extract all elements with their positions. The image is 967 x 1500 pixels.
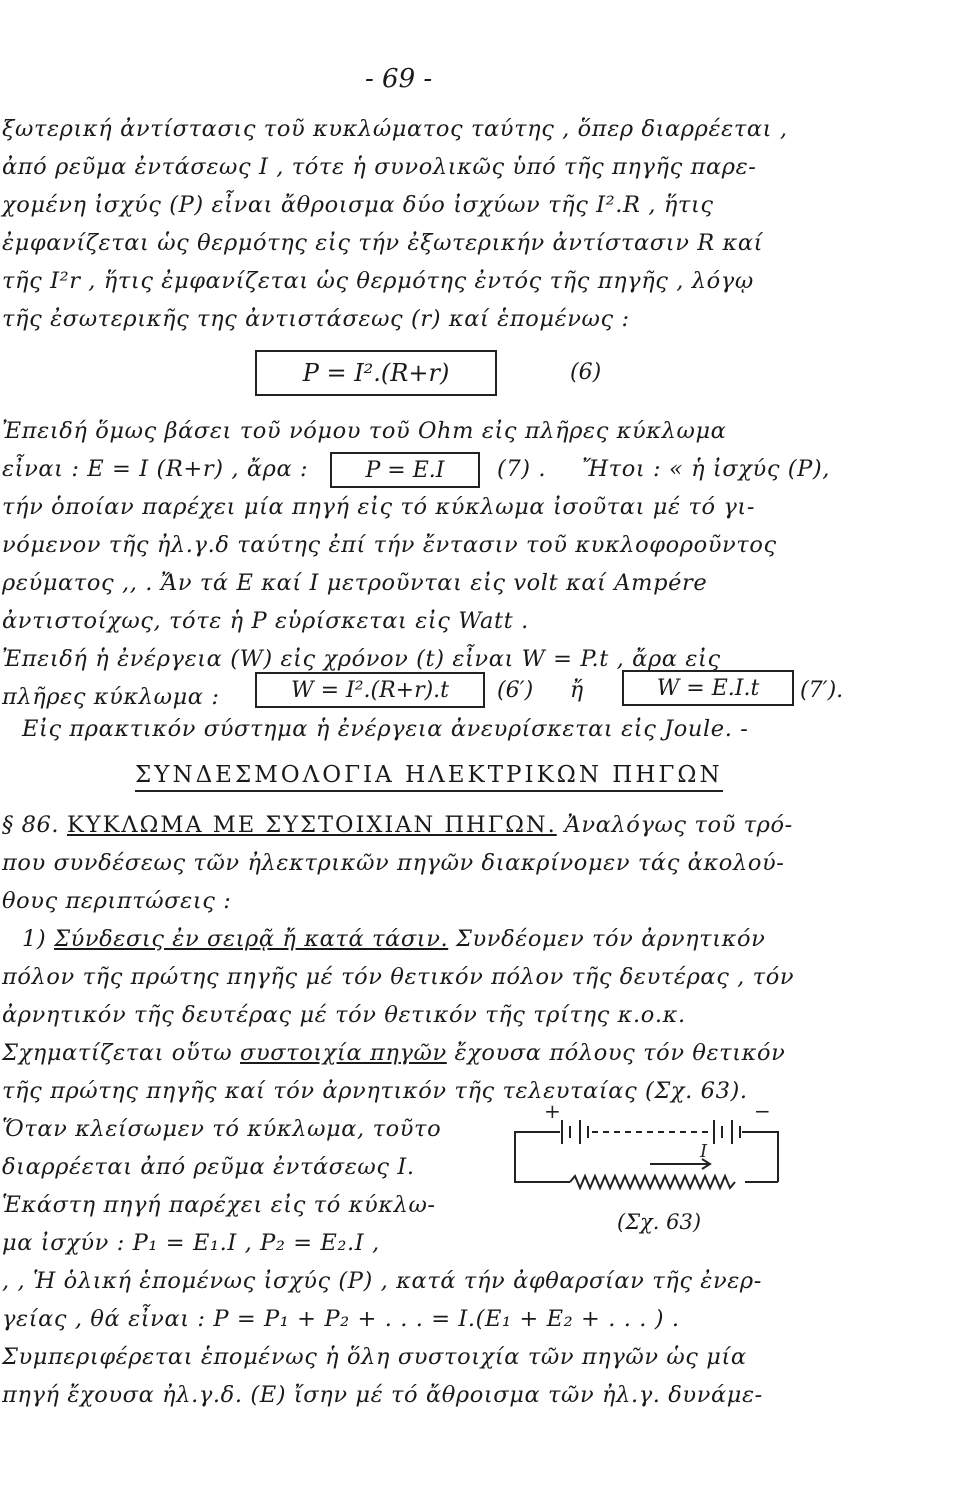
text-line: ἀρνητικόν τῆς δευτέρας μέ τόν θετικόν τῆς τρίτης κ.ο.κ. xyxy=(2,1002,686,1028)
wire-right xyxy=(742,1132,778,1182)
text-fragment: Σχηματίζεται οὕτω xyxy=(2,1040,233,1066)
chapter-heading: ΣΥΝΔΕΣΜΟΛΟΓΙΑ ΗΛΕΚΤΡΙΚΩΝ ΠΗΓΩΝ xyxy=(135,762,723,792)
section-intro: Ἀναλόγως τοῦ τρό- xyxy=(564,812,793,838)
case-label: 1) xyxy=(22,926,47,952)
text-line: που συνδέσεως τῶν ἠλεκτρικῶν πηγῶν διακρίνομεν τάς ἀκολού- xyxy=(2,850,785,876)
or-word: ἤ xyxy=(570,678,584,703)
equation-box-6: P = I².(R+r) xyxy=(255,350,497,396)
text-fragment: ἔχουσα πόλους τόν θετικόν xyxy=(454,1040,786,1066)
equation-number-7-prime: (7′). xyxy=(800,678,844,703)
case-title: Σύνδεσις ἐν σειρᾷ ἤ κατά τάσιν. xyxy=(54,926,449,952)
battery-term: συστοιχία πηγῶν xyxy=(239,1040,447,1066)
text-line: πηγή ἔχουσα ἠλ.γ.δ. (E) ἴσην μέ τό ἄθροισμα τῶν ἠλ.γ. δυνάμε- xyxy=(2,1382,763,1408)
section-title: ΚΥΚΛΩΜΑ ΜΕ ΣΥΣΤΟΙΧΙΑΝ ΠΗΓΩΝ. xyxy=(66,812,557,838)
text-line: τῆς I²r , ἥτις ἐμφανίζεται ὡς θερμότης ἐντός τῆς πηγῆς , λόγῳ xyxy=(2,268,754,294)
figure-caption: (Σχ. 63) xyxy=(617,1210,702,1234)
page-number: - 69 - xyxy=(365,64,433,94)
text-line: Συμπεριφέρεται ἑπομένως ἡ ὅλη συστοιχία τῶν πηγῶν ὡς μία xyxy=(2,1344,747,1370)
text-line: γείας , θά εἶναι : P = P₁ + P₂ + . . . = I.(E₁ + E₂ + . . . ) . xyxy=(2,1306,680,1332)
equation-number-6-prime: (6′) xyxy=(497,678,534,703)
minus-sign: − xyxy=(754,1102,771,1123)
text-line: τήν ὁποίαν παρέχει μία πηγή εἰς τό κύκλωμα ἰσοῦται μέ τό γι- xyxy=(2,494,756,520)
resistor-zigzag xyxy=(570,1176,735,1188)
text-line: Ἤτοι : « ἡ ἰσχύς (P), xyxy=(582,456,831,482)
text-line: ρεύματος ,, . Ἄν τά E καί I μετροῦνται εἰς volt καί Ampére xyxy=(2,570,708,596)
text-line: νόμενον τῆς ἠλ.γ.δ ταύτης ἐπί τήν ἔντασιν τοῦ κυκλοφοροῦντος xyxy=(2,532,777,558)
case-line xyxy=(22,926,765,952)
equation-box-7: P = E.I xyxy=(330,452,480,488)
text-line: ἀντιστοίχως, τότε ἡ P εὑρίσκεται εἰς Watt . xyxy=(2,608,529,634)
text-line xyxy=(2,1040,785,1066)
text-line: Ἐπειδή ἡ ἐνέργεια (W) εἰς χρόνον (t) εἶναι W = P.t , ἄρα εἰς xyxy=(2,646,721,672)
case-tail: Συνδέομεν τόν ἀρνητικόν xyxy=(456,926,766,952)
text-line: , , Ἡ ὁλική ἑπομένως ἰσχύς (P) , κατά τήν ἀφθαρσίαν τῆς ἐνερ- xyxy=(2,1268,762,1294)
text-line: τῆς πρώτης πηγῆς καί τόν ἀρνητικόν τῆς τελευταίας (Σχ. 63). xyxy=(2,1078,748,1104)
text-line: Ἐπειδή ὅμως βάσει τοῦ νόμου τοῦ Ohm εἰς πλῆρες κύκλωμα xyxy=(2,418,727,444)
text-line: Εἰς πρακτικόν σύστημα ἡ ἐνέργεια ἀνευρίσκεται εἰς Joule. - xyxy=(22,716,749,742)
text-line: Ἑκάστη πηγή παρέχει εἰς τό κύκλω- xyxy=(2,1192,436,1218)
section-number: § 86. xyxy=(2,812,60,838)
equation-box-7-prime: W = E.I.t xyxy=(622,670,794,706)
circuit-diagram xyxy=(510,1102,810,1212)
text-line: τῆς ἐσωτερικῆς της ἀντιστάσεως (r) καί ἑπομένως : xyxy=(2,306,630,332)
wire-bottom-left xyxy=(515,1152,570,1182)
current-label: I xyxy=(700,1141,708,1162)
wire-left xyxy=(515,1132,560,1152)
text-line: ἀπό ρεῦμα ἐντάσεως I , τότε ἡ συνολικῶς ὑπό τῆς πηγῆς παρε- xyxy=(2,154,757,180)
text-line: Ὅταν κλείσωμεν τό κύκλωμα, τοῦτο xyxy=(2,1116,442,1142)
text-line: διαρρέεται ἀπό ρεῦμα ἐντάσεως I. xyxy=(2,1154,415,1180)
text-line: χομένη ἰσχύς (P) εἶναι ἄθροισμα δύο ἰσχύων τῆς I².R , ἥτις xyxy=(2,192,714,218)
text-line: θους περιπτώσεις : xyxy=(2,888,232,914)
text-line: πλῆρες κύκλωμα : xyxy=(2,684,220,710)
text-line: πόλον τῆς πρώτης πηγῆς μέ τόν θετικόν πόλον τῆς δευτέρας , τόν xyxy=(2,964,795,990)
equation-number-7: (7) . xyxy=(497,456,547,482)
text-line: ξωτερική ἀντίστασις τοῦ κυκλώματος ταύτης , ὅπερ διαρρέεται , xyxy=(2,116,788,142)
text-line: ἐμφανίζεται ὡς θερμότης εἰς τήν ἐξωτερικήν ἀντίστασιν R καί xyxy=(2,230,764,256)
equation-number-6: (6) xyxy=(570,360,602,385)
plus-sign: + xyxy=(544,1102,561,1123)
section-line xyxy=(2,812,793,838)
text-line: μα ἰσχύν : P₁ = E₁.I , P₂ = E₂.I , xyxy=(2,1230,380,1256)
equation-box-6-prime: W = I².(R+r).t xyxy=(255,672,485,708)
text-line: εἶναι : E = I (R+r) , ἄρα : xyxy=(2,456,309,482)
